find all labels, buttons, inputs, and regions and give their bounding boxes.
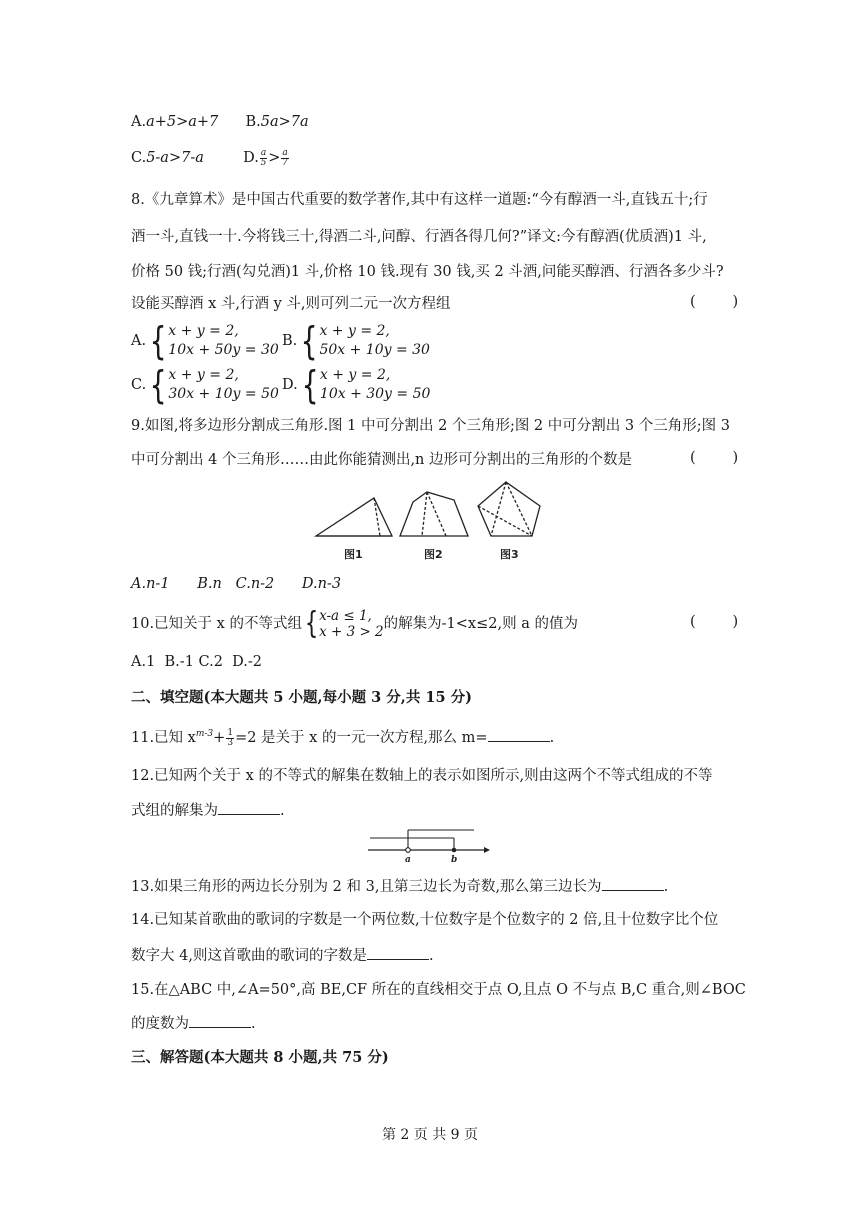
page-footer: 第 2 页 共 9 页	[381, 1127, 479, 1143]
q13-line	[131, 876, 668, 897]
q8-option-c	[131, 363, 279, 407]
q10-line	[131, 604, 578, 644]
q8-line-3: 价格 50 钱;行酒(勾兑酒)1 斗,价格 10 钱.现有 30 钱,买 2 斗酒,问能买醇酒、行酒各多少斗?	[131, 264, 724, 280]
q9-line-2: 中可分割出 4 个三角形……由此你能猜测出,n 边形可分割出的三角形的个数是	[131, 452, 632, 468]
q8-option-a-label: A.	[131, 333, 147, 349]
brace: {	[304, 606, 319, 641]
q11-end: .	[549, 730, 555, 746]
q7-options-row-2	[131, 148, 290, 168]
q10-prefix: 10.已知关于 x 的不等式组	[131, 616, 302, 632]
q11-prefix: 11.已知 x	[131, 730, 196, 746]
q8-option-b	[282, 319, 430, 363]
q14-line-2	[131, 945, 434, 966]
q9-polygon-figures	[310, 478, 550, 564]
q8-option-b-label: B.	[282, 333, 298, 349]
brace: {	[300, 319, 318, 363]
q12-line-2-text: 式组的解集为	[131, 803, 218, 819]
q7-options-row-1	[131, 112, 309, 132]
figure-3-label: 图3	[500, 548, 519, 561]
q10-eq1: x-a ≤ 1,	[319, 608, 372, 624]
q7-option-b-label: B.	[245, 114, 261, 130]
q13-text: 13.如果三角形的两边长分别为 2 和 3,且第三边长为奇数,那么第三边长为	[131, 879, 602, 895]
q7-option-c-label: C.	[131, 150, 147, 166]
q15-end: .	[251, 1016, 256, 1032]
q10-suffix: 的解集为-1<x≤2,则 a 的值为	[383, 616, 578, 632]
q15-answer-blank[interactable]	[189, 1013, 251, 1028]
q9-line-1: 9.如图,将多边形分割成三角形.图 1 中可分割出 2 个三角形;图 2 中可分割出 3 个三角形;图 3	[131, 418, 730, 434]
q11-exponent: m-3	[195, 729, 214, 739]
figure-2-pentagon	[400, 492, 468, 536]
q11-answer-blank[interactable]	[488, 727, 550, 742]
q8-line-2: 酒一斗,直钱一十.今将钱三十,得酒二斗,问醇、行酒各得几何?”译文:今有醇酒(优质酒)1 斗,	[131, 229, 707, 245]
q13-answer-blank[interactable]	[602, 876, 664, 891]
q15-line-2-text: 的度数为	[131, 1016, 189, 1032]
q8-line-1: 8.《九章算术》是中国古代重要的数学著作,其中有这样一道题:“今有醇酒一斗,直钱五十;行	[131, 192, 708, 208]
q7-option-d-label: D.	[243, 150, 259, 166]
q7-option-c-text: 5-a>7-a	[146, 150, 204, 166]
q7-option-a-text: a+5>a+7	[146, 114, 219, 130]
q8-option-b-eq1: x + y = 2,	[319, 323, 390, 339]
q9-answer-paren: ( )	[690, 450, 739, 466]
section-2-heading: 二、填空题(本大题共 5 小题,每小题 3 分,共 15 分)	[131, 689, 472, 706]
q15-line-2	[131, 1013, 256, 1034]
q10-answer-paren: ( )	[690, 614, 739, 630]
q14-end: .	[428, 948, 434, 964]
figure-1-quadrilateral	[316, 498, 392, 536]
figure-1-label: 图1	[344, 548, 363, 561]
axis-arrow	[484, 847, 490, 853]
q8-option-a-eq1: x + y = 2,	[168, 323, 239, 339]
q8-option-d-label: D.	[282, 377, 298, 393]
brace: {	[149, 363, 167, 407]
q12-line-1: 12.已知两个关于 x 的不等式的解集在数轴上的表示如图所示,则由这两个不等式组成的不等	[131, 768, 713, 784]
q14-line-1: 14.已知某首歌曲的歌词的字数是一个两位数,十位数字是个位数字的 2 倍,且十位数字比个位	[131, 912, 719, 928]
q8-option-c-eq1: x + y = 2,	[168, 367, 239, 383]
q8-option-a	[131, 319, 279, 363]
point-a-open	[406, 848, 411, 853]
q8-option-c-eq2: 30x + 10y = 50	[168, 386, 279, 402]
q15-line-1: 15.在△ABC 中,∠A=50°,高 BE,CF 所在的直线相交于点 O,且点 O 不与点 B,C 重合,则∠BOC	[131, 982, 746, 998]
q12-line-2	[131, 800, 285, 821]
q7-option-d-frac2: $\frac{a}{7}$	[282, 147, 288, 168]
axis-label-a: a	[405, 855, 411, 864]
section-3-heading: 三、解答题(本大题共 8 小题,共 75 分)	[131, 1049, 389, 1066]
q11-suffix: =2 是关于 x 的一元一次方程,那么 m=	[235, 730, 488, 746]
q8-option-d-eq2: 10x + 30y = 50	[319, 386, 431, 402]
q8-answer-paren: ( )	[690, 294, 739, 310]
brace: {	[149, 319, 167, 363]
q7-option-d-frac1: $\frac{a}{5}$	[260, 147, 267, 168]
q9-options: A.n-1 B.n C.n-2 D.n-3	[131, 576, 342, 592]
q8-option-b-eq2: 50x + 10y = 30	[319, 342, 430, 358]
q7-option-d-op: >	[268, 150, 281, 166]
figure-3-hexagon	[478, 482, 540, 536]
q8-option-d	[282, 363, 431, 407]
q12-end: .	[280, 803, 285, 819]
q10-options: A.1 B.-1 C.2 D.-2	[131, 654, 262, 670]
q7-option-a-label: A.	[131, 114, 147, 130]
q8-option-a-eq2: 10x + 50y = 30	[168, 342, 279, 358]
q11-plus: +	[213, 730, 226, 746]
q8-option-d-eq1: x + y = 2,	[319, 367, 391, 383]
q11-fraction: $\frac{1}{3}$	[227, 727, 234, 748]
q12-answer-blank[interactable]	[218, 800, 280, 815]
q14-line-2-text: 数字大 4,则这首歌曲的歌词的字数是	[131, 948, 367, 964]
q13-end: .	[663, 879, 669, 895]
figure-2-label: 图2	[424, 548, 443, 561]
q11-line	[131, 724, 554, 748]
brace: {	[301, 363, 319, 407]
q8-option-c-label: C.	[131, 377, 147, 393]
axis-label-b: b	[451, 855, 458, 864]
point-b-closed	[452, 848, 457, 853]
q12-number-line	[366, 826, 492, 864]
q8-line-4: 设能买醇酒 x 斗,行酒 y 斗,则可列二元一次方程组	[131, 296, 451, 312]
q10-eq2: x + 3 > 2	[319, 624, 384, 640]
q7-option-b-text: 5a>7a	[260, 114, 309, 130]
q14-answer-blank[interactable]	[367, 945, 429, 960]
